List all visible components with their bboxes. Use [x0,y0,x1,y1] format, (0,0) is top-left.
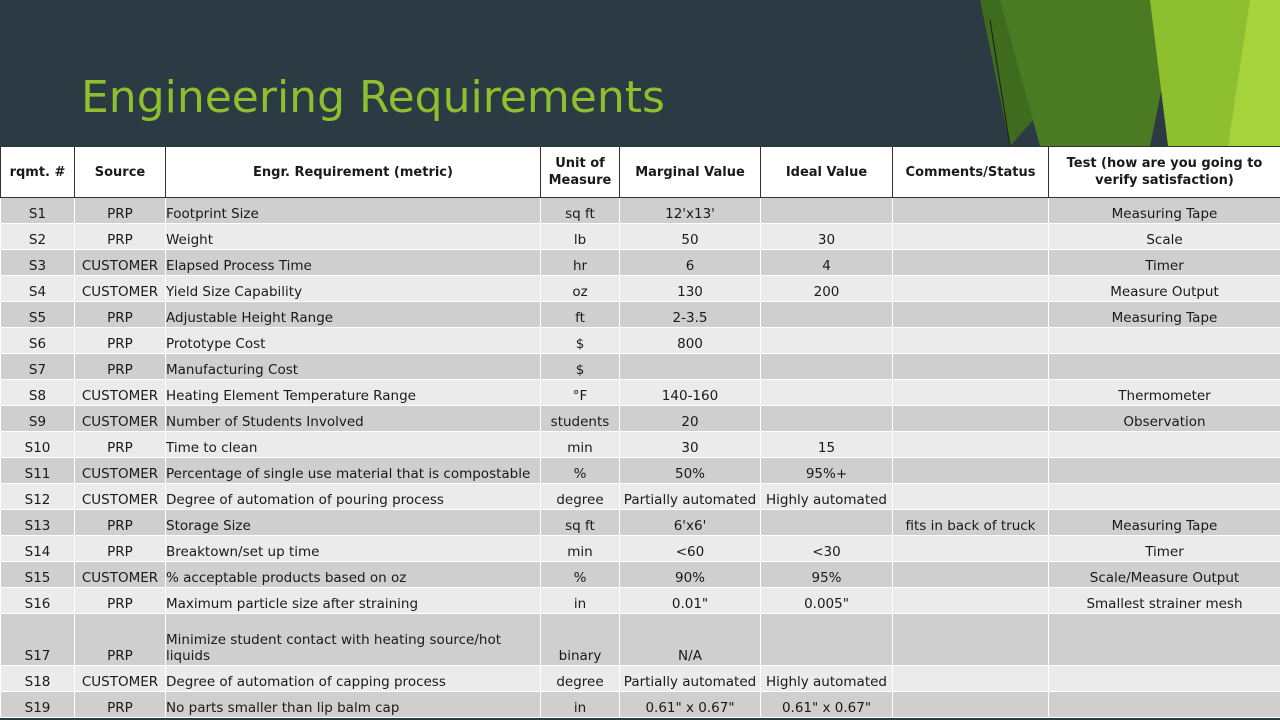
cell-comments [893,588,1049,614]
cell-unit: °F [541,380,620,406]
cell-marginal-value: 130 [620,276,761,302]
cell-rqmt-number: S6 [1,328,75,354]
table-row [1,536,1280,562]
cell-requirement: Minimize student contact with heating source/hot liquids [166,614,541,666]
header-source: Source [75,147,166,198]
cell-test: Measuring Tape [1049,510,1280,536]
cell-unit: hr [541,250,620,276]
cell-requirement: Weight [166,224,541,250]
cell-marginal-value: 50 [620,224,761,250]
cell-test: Timer [1049,250,1280,276]
cell-rqmt-number: S7 [1,354,75,380]
cell-comments [893,224,1049,250]
cell-rqmt-number: S3 [1,250,75,276]
cell-requirement: Adjustable Height Range [166,302,541,328]
cell-marginal-value: Partially automated [620,484,761,510]
cell-source: PRP [75,224,166,250]
cell-rqmt-number: S4 [1,276,75,302]
cell-source: PRP [75,198,166,224]
cell-rqmt-number: S1 [1,198,75,224]
cell-marginal-value: <60 [620,536,761,562]
cell-rqmt-number: S12 [1,484,75,510]
cell-ideal-value [761,380,893,406]
cell-marginal-value: 12'x13' [620,198,761,224]
slide-title: Engineering Requirements [81,72,665,123]
cell-ideal-value: Highly automated [761,666,893,692]
cell-source: CUSTOMER [75,484,166,510]
table-row [1,588,1280,614]
cell-marginal-value: 50% [620,458,761,484]
table-row [1,250,1280,276]
cell-comments [893,276,1049,302]
cell-marginal-value: 6'x6' [620,510,761,536]
cell-comments [893,354,1049,380]
cell-test [1049,484,1280,510]
cell-ideal-value: 15 [761,432,893,458]
cell-unit: $ [541,328,620,354]
header-rqmt-number: rqmt. # [1,147,75,198]
table-row [1,458,1280,484]
table-header-row [1,147,1280,198]
cell-ideal-value: 95% [761,562,893,588]
cell-requirement: Storage Size [166,510,541,536]
cell-source: CUSTOMER [75,380,166,406]
cell-source: CUSTOMER [75,406,166,432]
cell-ideal-value [761,198,893,224]
cell-requirement: Time to clean [166,432,541,458]
cell-rqmt-number: S13 [1,510,75,536]
cell-source: PRP [75,614,166,666]
cell-source: PRP [75,536,166,562]
cell-rqmt-number: S19 [1,692,75,718]
cell-unit: degree [541,666,620,692]
cell-rqmt-number: S18 [1,666,75,692]
requirements-table [0,146,1280,718]
cell-comments [893,562,1049,588]
table-row [1,224,1280,250]
table-row [1,432,1280,458]
cell-comments [893,614,1049,666]
table-row [1,198,1280,224]
cell-source: PRP [75,510,166,536]
cell-rqmt-number: S8 [1,380,75,406]
cell-rqmt-number: S5 [1,302,75,328]
cell-requirement: Breaktown/set up time [166,536,541,562]
cell-unit: % [541,562,620,588]
cell-test: Measuring Tape [1049,198,1280,224]
table-row [1,354,1280,380]
cell-requirement: Yield Size Capability [166,276,541,302]
cell-marginal-value: Partially automated [620,666,761,692]
cell-marginal-value: 800 [620,328,761,354]
cell-marginal-value: 20 [620,406,761,432]
table-row [1,302,1280,328]
cell-unit: lb [541,224,620,250]
cell-unit: sq ft [541,198,620,224]
cell-ideal-value [761,510,893,536]
table-row [1,614,1280,666]
cell-marginal-value: 6 [620,250,761,276]
cell-source: CUSTOMER [75,250,166,276]
cell-requirement: Maximum particle size after straining [166,588,541,614]
cell-marginal-value: 90% [620,562,761,588]
cell-comments [893,328,1049,354]
cell-rqmt-number: S11 [1,458,75,484]
cell-marginal-value [620,354,761,380]
cell-ideal-value: 0.005" [761,588,893,614]
cell-rqmt-number: S10 [1,432,75,458]
cell-rqmt-number: S14 [1,536,75,562]
cell-unit: oz [541,276,620,302]
cell-unit: $ [541,354,620,380]
cell-ideal-value [761,614,893,666]
cell-requirement: Degree of automation of pouring process [166,484,541,510]
header-marginal-value: Marginal Value [620,147,761,198]
cell-source: PRP [75,588,166,614]
cell-requirement: % acceptable products based on oz [166,562,541,588]
cell-comments [893,250,1049,276]
cell-comments [893,692,1049,718]
cell-comments [893,198,1049,224]
cell-comments [893,484,1049,510]
table-row [1,692,1280,718]
cell-source: PRP [75,354,166,380]
cell-test: Measure Output [1049,276,1280,302]
table-body [1,198,1280,718]
cell-comments [893,380,1049,406]
header-unit-of-measure: Unit of Measure [541,147,620,198]
cell-test: Observation [1049,406,1280,432]
cell-marginal-value: 30 [620,432,761,458]
cell-unit: min [541,536,620,562]
header-engr-requirement: Engr. Requirement (metric) [166,147,541,198]
cell-ideal-value: 200 [761,276,893,302]
cell-rqmt-number: S15 [1,562,75,588]
table-row [1,484,1280,510]
cell-unit: in [541,692,620,718]
cell-unit: degree [541,484,620,510]
cell-test [1049,432,1280,458]
cell-rqmt-number: S16 [1,588,75,614]
cell-ideal-value: 95%+ [761,458,893,484]
cell-test [1049,692,1280,718]
cell-ideal-value: 30 [761,224,893,250]
cell-requirement: Heating Element Temperature Range [166,380,541,406]
cell-comments [893,536,1049,562]
cell-test: Scale [1049,224,1280,250]
cell-ideal-value: 0.61" x 0.67" [761,692,893,718]
cell-test: Scale/Measure Output [1049,562,1280,588]
cell-unit: sq ft [541,510,620,536]
cell-marginal-value: 0.01" [620,588,761,614]
cell-requirement: Footprint Size [166,198,541,224]
cell-test: Smallest strainer mesh [1049,588,1280,614]
table-row [1,380,1280,406]
cell-requirement: No parts smaller than lip balm cap [166,692,541,718]
cell-test [1049,354,1280,380]
table-row [1,328,1280,354]
cell-ideal-value: Highly automated [761,484,893,510]
cell-source: CUSTOMER [75,562,166,588]
cell-ideal-value: 4 [761,250,893,276]
cell-ideal-value [761,406,893,432]
cell-comments [893,458,1049,484]
cell-test [1049,458,1280,484]
header-test: Test (how are you going to verify satisfaction) [1049,147,1280,198]
cell-requirement: Degree of automation of capping process [166,666,541,692]
cell-comments [893,302,1049,328]
cell-marginal-value: N/A [620,614,761,666]
cell-marginal-value: 140-160 [620,380,761,406]
cell-unit: in [541,588,620,614]
cell-unit: students [541,406,620,432]
cell-test [1049,328,1280,354]
cell-source: CUSTOMER [75,276,166,302]
cell-comments [893,406,1049,432]
cell-test [1049,614,1280,666]
header-ideal-value: Ideal Value [761,147,893,198]
cell-marginal-value: 2-3.5 [620,302,761,328]
table-row [1,562,1280,588]
cell-source: PRP [75,432,166,458]
cell-comments [893,432,1049,458]
cell-requirement: Number of Students Involved [166,406,541,432]
cell-ideal-value [761,354,893,380]
cell-ideal-value: <30 [761,536,893,562]
cell-comments: fits in back of truck [893,510,1049,536]
cell-requirement: Prototype Cost [166,328,541,354]
table-row [1,276,1280,302]
cell-unit: % [541,458,620,484]
header-comments-status: Comments/Status [893,147,1049,198]
cell-rqmt-number: S17 [1,614,75,666]
cell-test: Thermometer [1049,380,1280,406]
cell-rqmt-number: S9 [1,406,75,432]
cell-ideal-value [761,328,893,354]
cell-source: PRP [75,328,166,354]
cell-test: Timer [1049,536,1280,562]
cell-source: PRP [75,692,166,718]
table-row [1,666,1280,692]
cell-marginal-value: 0.61" x 0.67" [620,692,761,718]
cell-unit: binary [541,614,620,666]
table-row [1,510,1280,536]
cell-source: CUSTOMER [75,458,166,484]
cell-source: PRP [75,302,166,328]
cell-ideal-value [761,302,893,328]
cell-source: CUSTOMER [75,666,166,692]
cell-unit: min [541,432,620,458]
cell-comments [893,666,1049,692]
cell-requirement: Manufacturing Cost [166,354,541,380]
cell-unit: ft [541,302,620,328]
cell-test [1049,666,1280,692]
table-row [1,406,1280,432]
cell-requirement: Elapsed Process Time [166,250,541,276]
cell-test: Measuring Tape [1049,302,1280,328]
cell-rqmt-number: S2 [1,224,75,250]
cell-requirement: Percentage of single use material that is compostable [166,458,541,484]
